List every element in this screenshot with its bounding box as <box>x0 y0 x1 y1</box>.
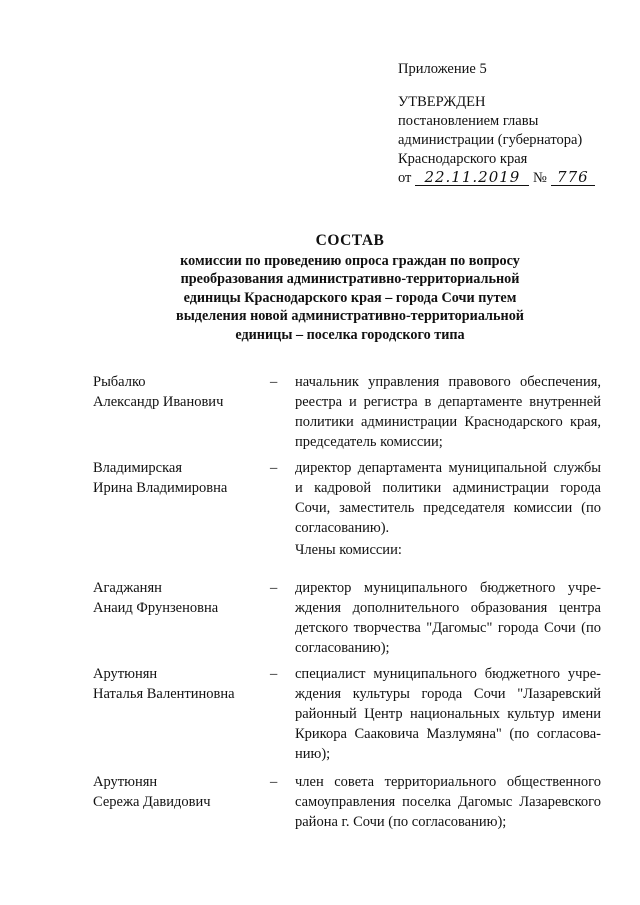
desc-line: ждения культуры города Сочи "Лазаревский <box>295 686 601 702</box>
desc-line: ждения дополнительного образования центра <box>295 600 601 616</box>
approval-line-1: постановлением главы <box>398 113 539 129</box>
member-surname: Рыбалко <box>93 374 146 390</box>
desc-line: директор департамента муниципальной службы <box>295 460 601 476</box>
desc-line: политики администрации Краснодарского края, <box>295 414 601 430</box>
dash-separator: – <box>270 666 278 682</box>
desc-line: специалист муниципального бюджетного учре- <box>295 666 601 682</box>
title-line-5: единицы – поселка городского типа <box>235 326 465 343</box>
approved-label: УТВЕРЖДЕН <box>398 94 486 110</box>
member-description <box>295 578 601 658</box>
number-prefix: № <box>533 170 547 186</box>
desc-line: района г. Сочи (по согласованию); <box>295 814 507 830</box>
desc-line: Сочи, заместитель председателя комиссии (по <box>295 500 601 516</box>
desc-line: районный Центр национальных культур имени <box>295 706 601 722</box>
member-description <box>295 664 601 764</box>
member-name <box>93 664 268 704</box>
member-name <box>93 772 268 812</box>
desc-line: директор муниципального бюджетного учре- <box>295 580 601 596</box>
dash-separator: – <box>270 460 278 476</box>
member-name <box>93 372 268 412</box>
title-line-4: выделения новой административно-территориальной <box>176 308 524 325</box>
date-prefix: от <box>398 170 412 186</box>
member-given-name: Александр Иванович <box>93 394 224 410</box>
title-heading: СОСТАВ <box>315 232 385 249</box>
desc-line: детского творчества "Дагомыс" города Сочи (по <box>295 620 601 636</box>
member-given-name: Ирина Владимировна <box>93 480 228 496</box>
desc-line: согласованию); <box>295 640 390 656</box>
member-surname: Арутюнян <box>93 774 158 790</box>
appendix-label: Приложение 5 <box>398 61 487 77</box>
member-surname: Владимирская <box>93 460 183 476</box>
desc-line: начальник управления правового обеспечения, <box>295 374 601 390</box>
member-description <box>295 458 601 538</box>
desc-line: член совета территориального общественного <box>295 774 601 790</box>
desc-line: и кадровой политики администрации города <box>295 480 601 496</box>
title-line-1: комиссии по проведению опроса граждан по вопросу <box>180 252 520 269</box>
member-name <box>93 458 268 498</box>
member-name <box>93 578 268 618</box>
desc-line: нию); <box>295 746 331 762</box>
members-section-label: Члены комиссии: <box>295 542 402 558</box>
dash-separator: – <box>270 774 278 790</box>
dash-separator: – <box>270 580 278 596</box>
handwritten-date: 22.11.2019 <box>415 170 529 186</box>
approval-line-2: администрации (губернатора) <box>398 132 583 148</box>
title-line-2: преобразования административно-территориальной <box>180 271 520 288</box>
desc-line: самоуправления поселка Дагомыс Лазаревского <box>295 794 601 810</box>
member-surname: Арутюнян <box>93 666 158 682</box>
document-title <box>150 232 550 345</box>
member-description <box>295 372 601 452</box>
desc-line: согласованию). <box>295 520 390 536</box>
title-line-3: единицы Краснодарского края – города Сочи путем <box>183 289 517 306</box>
desc-line: председатель комиссии; <box>295 434 443 450</box>
handwritten-number: 776 <box>551 170 595 186</box>
member-description <box>295 772 601 832</box>
member-surname: Агаджанян <box>93 580 162 596</box>
member-given-name: Анаид Фрунзеновна <box>93 600 219 616</box>
date-number-row <box>398 169 628 188</box>
desc-line: реестра и регистра в департаменте внутренней <box>295 394 601 410</box>
desc-line: Крикора Сааковича Мазлумяна" (по согласова- <box>295 726 601 742</box>
approval-block <box>398 60 628 188</box>
dash-separator: – <box>270 374 278 390</box>
approval-line-3: Краснодарского края <box>398 151 528 167</box>
member-given-name: Наталья Валентиновна <box>93 686 235 702</box>
member-given-name: Сережа Давидович <box>93 794 211 810</box>
